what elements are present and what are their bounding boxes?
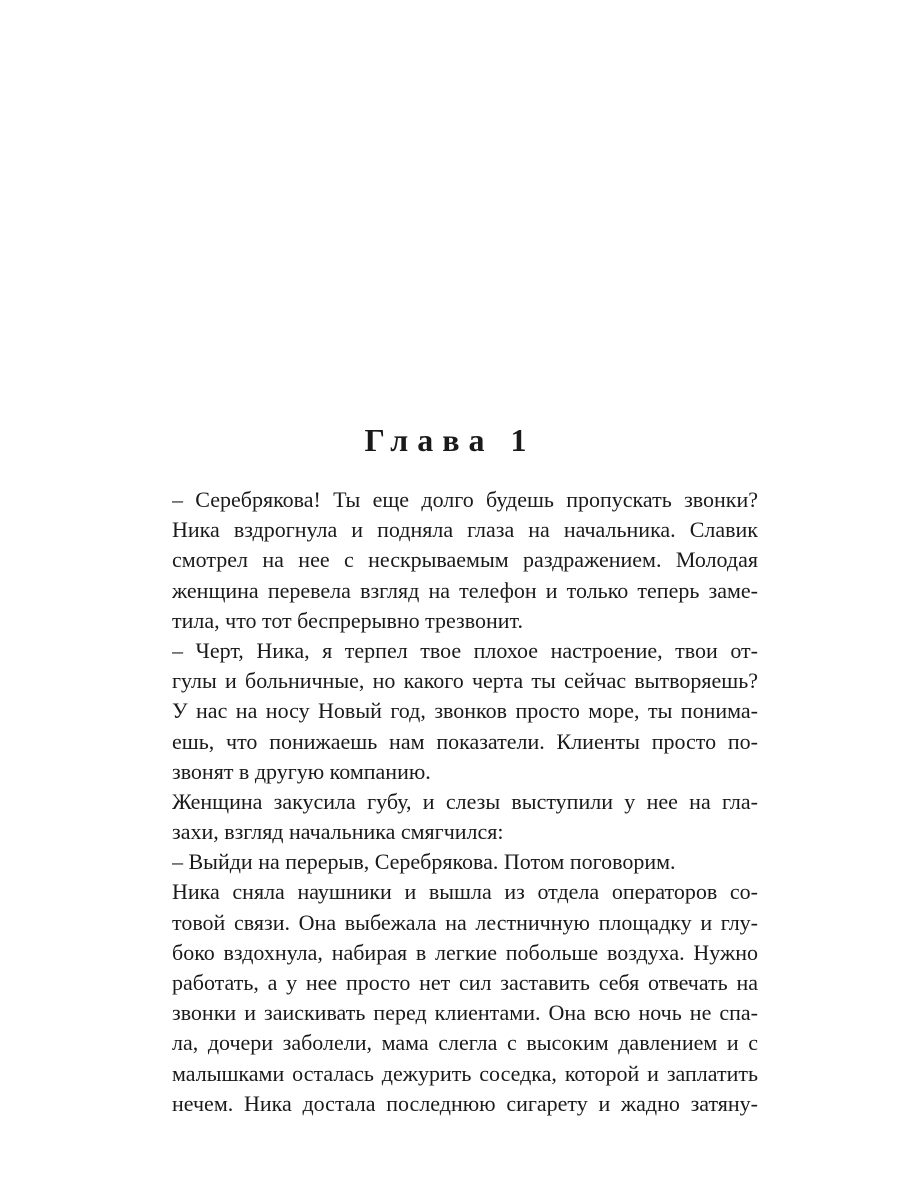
text-line: ешь, что понижаешь нам показатели. Клиенты просто по- [172, 728, 758, 754]
text-line: малышками осталась дежурить соседка, которой и заплатить [172, 1060, 758, 1086]
text-line: боко вздохнула, набирая в легкие побольше воздуха. Нужно [172, 939, 758, 965]
text-line: Ника сняла наушники и вышла из отдела операторов со- [172, 879, 758, 905]
text-line: работать, а у нее просто нет сил заставить себя отвечать на [172, 970, 758, 995]
chapter-title: Глава 1 [364, 422, 536, 458]
text-line: ла, дочери заболели, мама слегла с высоким давлением и с [172, 1030, 758, 1056]
text-line: – Серебрякова! Ты еще долго будешь пропускать звонки? [172, 487, 758, 512]
text-line: звонки и заискивать перед клиентами. Она всю ночь не спа- [172, 1000, 758, 1026]
text-line: тила, что тот беспрерывно трезвонит. [172, 607, 523, 633]
text-line: женщина перевела взгляд на телефон и только теперь заме- [172, 577, 758, 603]
text-line: У нас на носу Новый год, звонков просто море, ты понима- [172, 698, 758, 724]
text-line: звонят в другую компанию. [172, 758, 431, 784]
text-line: товой связи. Она выбежала на лестничную площадку и глу- [172, 909, 758, 935]
text-line: – Выйди на перерыв, Серебрякова. Потом поговорим. [172, 849, 676, 875]
body-text [172, 485, 758, 1119]
text-line: гулы и больничные, но какого черта ты сейчас вытворяешь? [172, 668, 758, 694]
text-line: Женщина закусила губу, и слезы выступили у нее на гла- [172, 788, 758, 814]
text-line: нечем. Ника достала последнюю сигарету и жадно затяну- [172, 1090, 758, 1116]
text-line: – Черт, Ника, я терпел твое плохое настроение, твои от- [172, 637, 758, 663]
text-line: Ника вздрогнула и подняла глаза на начальника. Славик [172, 517, 758, 543]
text-line: захи, взгляд начальника смягчился: [172, 819, 504, 845]
text-line: смотрел на нее с нескрываемым раздражением. Молодая [172, 547, 758, 573]
